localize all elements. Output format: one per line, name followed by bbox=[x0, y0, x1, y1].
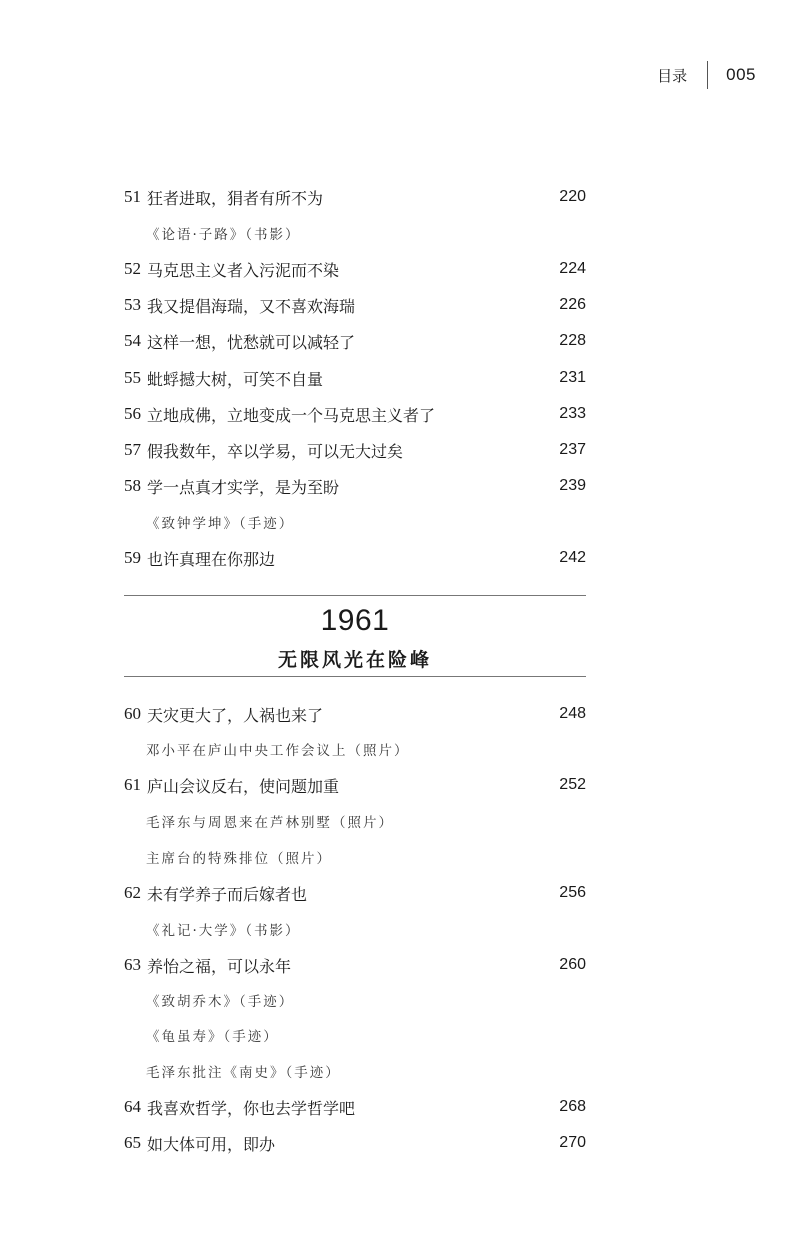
entry-page: 248 bbox=[559, 705, 586, 722]
entry-title: 我喜欢哲学，你也去学哲学吧 bbox=[147, 1098, 356, 1118]
entry-page: 228 bbox=[559, 332, 586, 349]
entry-title: 蚍蜉撼大树，可笑不自量 bbox=[147, 369, 324, 389]
entry-page: 256 bbox=[559, 884, 586, 901]
entry-page: 239 bbox=[559, 477, 586, 494]
entry-page: 237 bbox=[559, 441, 586, 458]
entry-subitem: 《致钟学坤》（手迹） bbox=[146, 516, 295, 532]
entry-number: 57 bbox=[124, 440, 141, 459]
section-rule-top bbox=[124, 595, 586, 596]
entry-number: 52 bbox=[124, 259, 141, 278]
header-divider bbox=[707, 61, 708, 89]
entry-title: 这样一想，忧愁就可以减轻了 bbox=[147, 332, 356, 352]
toc-entry[interactable] bbox=[124, 702, 586, 726]
entry-number: 54 bbox=[124, 331, 141, 350]
entry-page: 233 bbox=[559, 405, 586, 422]
entry-title: 狂者进取，狷者有所不为 bbox=[147, 188, 324, 208]
toc-entry[interactable] bbox=[124, 1131, 586, 1155]
entry-title: 也许真理在你那边 bbox=[147, 549, 276, 569]
entry-subitem: 《论语·子路》（书影） bbox=[146, 227, 301, 243]
entry-subitem: 《致胡乔木》（手迹） bbox=[146, 994, 295, 1010]
header-page-number: 005 bbox=[726, 65, 756, 84]
entry-subitem: 《礼记·大学》（书影） bbox=[146, 923, 301, 939]
toc-entry[interactable] bbox=[124, 293, 586, 317]
section-title: 无限风光在险峰 bbox=[277, 649, 432, 671]
section-year: 1961 bbox=[320, 604, 390, 637]
toc-entry[interactable] bbox=[124, 546, 586, 570]
entry-number: 55 bbox=[124, 368, 141, 387]
entry-title: 马克思主义者入污泥而不染 bbox=[147, 260, 340, 280]
entry-page: 224 bbox=[559, 260, 586, 277]
entry-number: 58 bbox=[124, 476, 141, 495]
entry-number: 62 bbox=[124, 883, 141, 902]
entry-number: 60 bbox=[124, 704, 141, 723]
toc-entry[interactable] bbox=[124, 402, 586, 426]
entry-subitem: 主席台的特殊排位（照片） bbox=[146, 851, 332, 867]
entry-number: 65 bbox=[124, 1133, 141, 1152]
entry-subitem: 毛泽东批注《南史》（手迹） bbox=[146, 1065, 341, 1081]
toc-entry[interactable] bbox=[124, 366, 586, 390]
entry-number: 59 bbox=[124, 548, 141, 567]
entry-page: 270 bbox=[559, 1134, 586, 1151]
entry-number: 53 bbox=[124, 295, 141, 314]
toc-entry[interactable] bbox=[124, 329, 586, 353]
entry-subitem: 《龟虽寿》（手迹） bbox=[146, 1029, 279, 1045]
entry-number: 63 bbox=[124, 955, 141, 974]
entry-title: 假我数年，卒以学易，可以无大过矣 bbox=[147, 441, 404, 461]
entry-title: 我又提倡海瑞，又不喜欢海瑞 bbox=[147, 296, 356, 316]
entry-number: 51 bbox=[124, 187, 141, 206]
toc-entry[interactable] bbox=[124, 185, 586, 209]
toc-entry[interactable] bbox=[124, 881, 586, 905]
entry-page: 226 bbox=[559, 296, 586, 313]
section-rule-bottom bbox=[124, 676, 586, 677]
entry-number: 61 bbox=[124, 775, 141, 794]
toc-entry[interactable] bbox=[124, 257, 586, 281]
entry-number: 64 bbox=[124, 1097, 141, 1116]
entry-subitem: 毛泽东与周恩来在芦林别墅（照片） bbox=[146, 815, 394, 831]
entry-page: 242 bbox=[559, 549, 586, 566]
header-section-label: 目录 bbox=[657, 66, 688, 85]
entry-title: 未有学养子而后嫁者也 bbox=[147, 884, 308, 904]
entry-title: 如大体可用，即办 bbox=[147, 1134, 276, 1154]
entry-title: 养怡之福，可以永年 bbox=[147, 956, 292, 976]
entry-title: 天灾更大了，人祸也来了 bbox=[147, 705, 324, 725]
entry-page: 220 bbox=[559, 188, 586, 205]
running-header bbox=[657, 60, 756, 90]
entry-page: 252 bbox=[559, 776, 586, 793]
toc-entry[interactable] bbox=[124, 953, 586, 977]
entry-title: 立地成佛，立地变成一个马克思主义者了 bbox=[147, 405, 436, 425]
toc-entry[interactable] bbox=[124, 474, 586, 498]
entry-page: 231 bbox=[559, 369, 586, 386]
entry-title: 庐山会议反右，使问题加重 bbox=[147, 776, 340, 796]
entry-subitem: 邓小平在庐山中央工作会议上（照片） bbox=[146, 743, 410, 759]
entry-number: 56 bbox=[124, 404, 141, 423]
entry-title: 学一点真才实学，是为至盼 bbox=[147, 477, 340, 497]
toc-entry[interactable] bbox=[124, 1095, 586, 1119]
toc-entry[interactable] bbox=[124, 438, 586, 462]
entry-page: 260 bbox=[559, 956, 586, 973]
toc-entry[interactable] bbox=[124, 773, 586, 797]
entry-page: 268 bbox=[559, 1098, 586, 1115]
